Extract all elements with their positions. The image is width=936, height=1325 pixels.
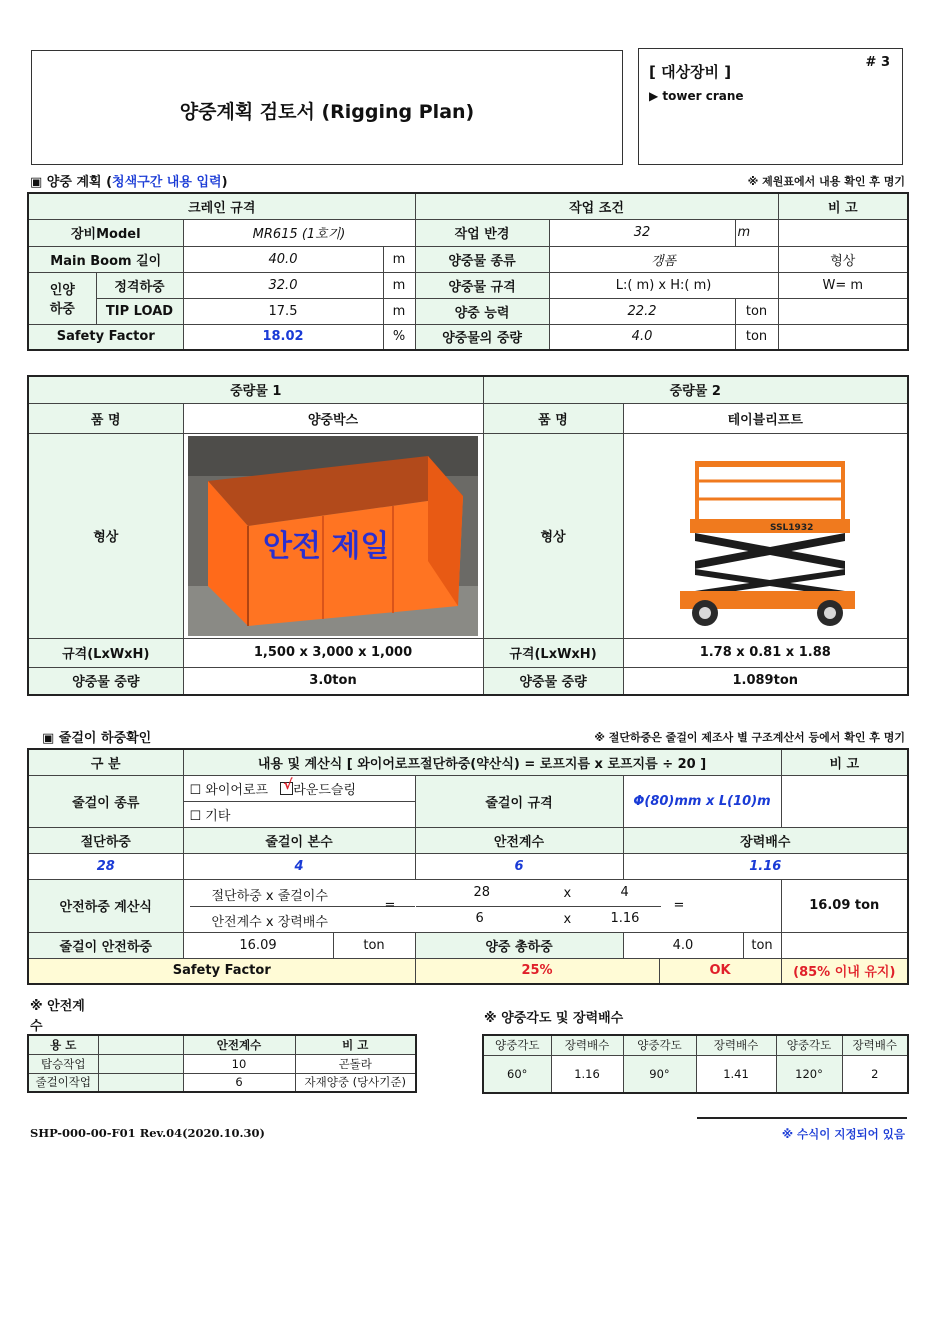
- tension-factor-label: 장력배수: [623, 827, 908, 853]
- tension-header-3: 장력배수: [842, 1035, 908, 1055]
- page-title: 양중계획 검토서 (Rigging Plan): [179, 101, 475, 123]
- target-label: [ 대상장비 ]: [649, 63, 732, 81]
- formula-denominator-label: 안전계수 x 장력배수: [211, 914, 328, 930]
- wire-rope-option[interactable]: ☐ 와이어로프: [189, 782, 269, 798]
- rigging-note: ※ 절단하중은 줄걸이 제조사 별 구조계산서 등에서 확인 후 명기: [594, 731, 905, 744]
- load2-photo-cell: [623, 433, 908, 638]
- load2-weight: 1.089ton: [623, 667, 908, 695]
- load2-header: 중량물 2: [483, 376, 908, 403]
- lifting-box-image: [188, 436, 478, 636]
- scissor-lift-image: [665, 441, 865, 631]
- crane-spec-header: 크레인 규격: [28, 193, 415, 219]
- work-cond-header: 작업 조건: [415, 193, 778, 219]
- plan-section-close: ): [221, 175, 228, 190]
- load2-name-label: 품 명: [483, 403, 623, 433]
- load2-weight-label: 양중물 중량: [483, 667, 623, 695]
- denominator-b: 1.16: [610, 910, 640, 926]
- remark-cell-1: [778, 219, 908, 246]
- total-load-unit: ton: [743, 932, 781, 958]
- tip-load-value[interactable]: 17.5: [183, 298, 383, 324]
- tension-value-3: 2: [842, 1055, 908, 1093]
- formula-divider-line: [416, 906, 661, 907]
- numerator-x: x: [563, 885, 572, 901]
- load1-size-label: 규격(LxWxH): [28, 638, 183, 667]
- safety-table-title: [30, 997, 85, 1037]
- cargo-size-label: 양중물 규격: [415, 272, 549, 298]
- cargo-weight-value[interactable]: 4.0: [549, 324, 735, 350]
- safety-factor-label: 안전계수: [415, 827, 623, 853]
- safety-factor-table: [27, 1034, 417, 1093]
- factor-row-2: 6: [183, 1073, 295, 1092]
- remark-header: 비 고: [778, 193, 908, 219]
- boom-label: Main Boom 길이: [28, 246, 183, 272]
- cargo-type-label: 양중물 종류: [415, 246, 549, 272]
- angle-header-2: 양중각도: [623, 1035, 696, 1055]
- load2-size-label: 규격(LxWxH): [483, 638, 623, 667]
- target-equipment-box: [638, 48, 903, 165]
- rigging-remark-header: 비 고: [781, 749, 908, 775]
- total-remark-cell: [781, 932, 908, 958]
- tip-load-unit: m: [383, 298, 415, 324]
- denominator-a: 6: [475, 910, 484, 926]
- use-row-1-spacer: [98, 1054, 183, 1073]
- angle-table-title: ※ 양중각도 및 장력배수: [484, 1011, 624, 1026]
- model-label: 장비Model: [28, 219, 183, 246]
- angle-header-3: 양중각도: [776, 1035, 842, 1055]
- angle-table: [482, 1034, 909, 1094]
- load2-shape-label: 형상: [483, 433, 623, 638]
- check-icon: √: [283, 776, 293, 793]
- load1-name: 양중박스: [183, 403, 483, 433]
- formula-numerator-line: [190, 906, 415, 907]
- sling-count-label: 줄걸이 본수: [183, 827, 415, 853]
- cargo-weight-unit: ton: [735, 324, 778, 350]
- page-number: # 3: [865, 55, 890, 70]
- div-header: 구 분: [28, 749, 183, 775]
- numerator-a: 28: [473, 884, 491, 900]
- use-header: 용 도: [28, 1035, 98, 1054]
- title-box: [31, 50, 623, 165]
- lift-load-label: [28, 272, 96, 324]
- safe-load-unit: ton: [333, 932, 415, 958]
- use-row-1: 탑승작업: [28, 1054, 98, 1073]
- plan-note: ※ 제원표에서 내용 확인 후 명기: [747, 175, 905, 188]
- load1-shape-label: 형상: [28, 433, 183, 638]
- cargo-type-value[interactable]: 갱폼: [549, 246, 778, 272]
- use-header-spacer: [98, 1035, 183, 1054]
- radius-unit: m: [735, 219, 778, 246]
- rated-load-value[interactable]: 32.0: [183, 272, 383, 298]
- use-row-2-spacer: [98, 1073, 183, 1092]
- angle-value-3: 120°: [776, 1055, 842, 1093]
- total-load-value: 4.0: [623, 932, 743, 958]
- equipment-name: ▶ tower crane: [649, 89, 744, 103]
- formula-equals: =: [384, 897, 396, 913]
- plan-section-heading: [30, 171, 228, 190]
- total-load-label: 양중 총하중: [415, 932, 623, 958]
- factor-row-1: 10: [183, 1054, 295, 1073]
- sling-remark-cell: [781, 775, 908, 827]
- sling-spec-label: 줄걸이 규격: [415, 775, 623, 827]
- rigging-ok-status: OK: [659, 958, 781, 984]
- rated-load-label: 정격하중: [96, 272, 183, 298]
- break-load-value[interactable]: 28: [28, 853, 183, 879]
- shape-label: 형상: [778, 246, 908, 272]
- numerator-b: 4: [620, 884, 629, 900]
- tension-factor-value[interactable]: 1.16: [623, 853, 908, 879]
- load1-weight: 3.0ton: [183, 667, 483, 695]
- angle-value-1: 60°: [483, 1055, 551, 1093]
- radius-value[interactable]: 32: [549, 219, 735, 246]
- cargo-width-value[interactable]: W= m: [778, 272, 908, 298]
- cargo-weight-label: 양중물의 중량: [415, 324, 549, 350]
- tension-value-1: 1.16: [551, 1055, 623, 1093]
- remark-cell-2: [778, 298, 908, 324]
- boom-unit: m: [383, 246, 415, 272]
- formula-note: ※ 수식이 지정되어 있음: [781, 1127, 905, 1141]
- plan-section-label: ▣ 양중 계획 (: [30, 175, 113, 190]
- etc-option[interactable]: ☐ 기타: [183, 801, 415, 827]
- formula-equals-2: =: [673, 897, 685, 913]
- tension-header-2: 장력배수: [696, 1035, 776, 1055]
- boom-value[interactable]: 40.0: [183, 246, 383, 272]
- remark-row-2: 자재양중 (당사기준): [295, 1073, 416, 1092]
- load1-header: 중량물 1: [28, 376, 483, 403]
- sling-kind-label: 줄걸이 종류: [28, 775, 183, 827]
- lift-model-text: SSL1932: [770, 522, 814, 533]
- box-safety-text: 안전 제일: [263, 528, 390, 564]
- cargo-size-value[interactable]: L:( m) x H:( m): [549, 272, 778, 298]
- rigging-sf-label: Safety Factor: [28, 958, 415, 984]
- denominator-x: x: [563, 911, 572, 927]
- rigging-keep-note: (85% 이내 유지): [781, 958, 908, 984]
- sf-value: 18.02: [183, 324, 383, 350]
- rigging-section-heading: ▣ 줄걸이 하중확인: [42, 731, 152, 746]
- load1-name-label: 품 명: [28, 403, 183, 433]
- safe-load-label: 줄걸이 안전하중: [28, 932, 183, 958]
- safety-factor-value[interactable]: 6: [415, 853, 623, 879]
- load2-size: 1.78 x 0.81 x 1.88: [623, 638, 908, 667]
- capacity-value[interactable]: 22.2: [549, 298, 735, 324]
- capacity-unit: ton: [735, 298, 778, 324]
- radius-label: 작업 반경: [415, 219, 549, 246]
- rated-load-unit: m: [383, 272, 415, 298]
- sling-spec-value[interactable]: Φ(80)mm x L(10)m: [623, 775, 781, 827]
- round-sling-option[interactable]: 라운드슬링: [293, 782, 357, 798]
- formula-cell: [183, 879, 781, 932]
- loads-table: [27, 375, 909, 696]
- break-load-label: 절단하중: [28, 827, 183, 853]
- lift-load-label-line1: 인양: [49, 283, 75, 298]
- model-value[interactable]: MR615 (1호기): [183, 219, 415, 246]
- angle-value-2: 90°: [623, 1055, 696, 1093]
- tension-header-1: 장력배수: [551, 1035, 623, 1055]
- remark-cell-3: [778, 324, 908, 350]
- sf-unit: %: [383, 324, 415, 350]
- document-number: SHP-000-00-F01 Rev.04(2020.10.30): [30, 1126, 265, 1140]
- calc-header: 내용 및 계산식 [ 와이어로프절단하중(약산식) = 로프지름 x 로프지름 ÷ 20 ]: [183, 749, 781, 775]
- tip-load-label: TIP LOAD: [96, 298, 183, 324]
- rigging-sf-value: 25%: [415, 958, 659, 984]
- factor-header: 안전계수: [183, 1035, 295, 1054]
- safety-remark-header: 비 고: [295, 1035, 416, 1054]
- use-row-2: 줄걸이작업: [28, 1073, 98, 1092]
- sling-count-value[interactable]: 4: [183, 853, 415, 879]
- safe-load-value: 16.09: [183, 932, 333, 958]
- formula-result: 16.09 ton: [781, 879, 908, 932]
- rigging-table: [27, 748, 909, 985]
- load1-size: 1,500 x 3,000 x 1,000: [183, 638, 483, 667]
- lift-load-label-line2: 하중: [49, 302, 75, 317]
- load1-photo-cell: [183, 433, 483, 638]
- plan-section-hint: 청색구간 내용 입력: [112, 175, 222, 190]
- formula-block: [184, 880, 781, 932]
- remark-row-1: 곤돌라: [295, 1054, 416, 1073]
- load2-name: 테이블리프트: [623, 403, 908, 433]
- formula-label: 안전하중 계산식: [28, 879, 183, 932]
- round-sling-checkbox[interactable]: [280, 776, 293, 795]
- safety-table-title-line1: ※ 안전계: [30, 999, 85, 1014]
- sling-kind-options: [183, 775, 415, 801]
- formula-numerator-label: 절단하중 x 줄걸이수: [211, 888, 328, 904]
- sf-label: Safety Factor: [28, 324, 183, 350]
- tension-value-2: 1.41: [696, 1055, 776, 1093]
- load1-weight-label: 양중물 중량: [28, 667, 183, 695]
- safety-table-title-line2: 수: [30, 1019, 43, 1034]
- angle-header-1: 양중각도: [483, 1035, 551, 1055]
- capacity-label: 양중 능력: [415, 298, 549, 324]
- footer-rule: [697, 1117, 907, 1119]
- plan-table: [27, 192, 909, 351]
